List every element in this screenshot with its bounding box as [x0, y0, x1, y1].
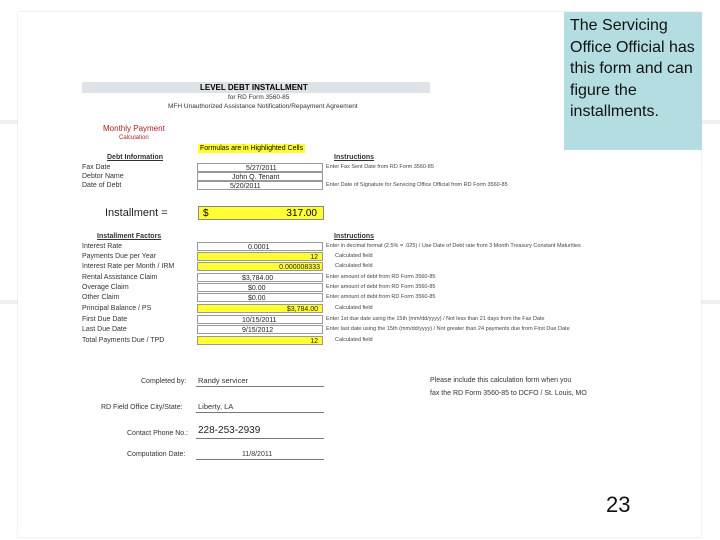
- instr-rental-assistance: Enter amount of debt from RD Form 3560-85: [326, 274, 436, 280]
- interest-rate-field[interactable]: 0.0001: [197, 242, 323, 251]
- completed-by-label: Completed by:: [141, 378, 187, 385]
- phone-underline: [196, 438, 324, 439]
- factors-header: Installment Factors: [97, 233, 162, 240]
- fax-note-line-2: fax the RD Form 3560-85 to DCFO / St. Louis, MO: [430, 390, 587, 397]
- label-interest-rate: Interest Rate: [82, 243, 123, 250]
- interest-per-month-field: 0.000008333: [197, 262, 323, 271]
- instr-other-claim: Enter amount of debt from RD Form 3560-85: [326, 294, 436, 300]
- instr-first-due-date: Enter 1st due date using the 15th (mm/dd/yyyy) / Not less than 21 days from the Fax Date: [326, 316, 545, 322]
- instructions-header-2: Instructions: [334, 233, 375, 240]
- completed-by-value[interactable]: Randy servicer: [198, 376, 249, 385]
- label-overage-claim: Overage Claim: [82, 284, 129, 291]
- instr-principal-balance: Calculated field: [335, 305, 373, 311]
- first-due-date-field[interactable]: 10/15/2011: [197, 315, 323, 324]
- last-due-date-field[interactable]: 9/15/2012: [197, 325, 323, 334]
- fax-date-field[interactable]: 5/27/2011: [197, 163, 323, 172]
- instr-interest-per-month: Calculated field: [335, 263, 373, 269]
- instr-overage-claim: Enter amount of debt from RD Form 3560-85: [326, 284, 436, 290]
- office-label: RD Field Office City/State:: [101, 404, 183, 411]
- label-principal-balance: Principal Balance / PS: [82, 305, 152, 312]
- label-first-due-date: First Due Date: [82, 316, 128, 323]
- formula-note: Formulas are in Highlighted Cells: [200, 145, 304, 152]
- installment-currency: $: [203, 208, 209, 219]
- instr-interest-rate: Enter in decimal format (2.5% = .025) / Use Date of Debt rate from 3 Month Treasury Constant Maturities: [326, 243, 581, 249]
- phone-label: Contact Phone No.:: [127, 430, 189, 437]
- principal-balance-field: $3,784.00: [197, 304, 323, 313]
- form-subtitle: for RD Form 3560-85: [228, 94, 290, 101]
- rental-assistance-field[interactable]: $3,784.00: [197, 273, 323, 282]
- total-payments-field: 12: [197, 336, 323, 345]
- label-debtor-name: Debtor Name: [82, 173, 124, 180]
- label-fax-date: Fax Date: [82, 164, 111, 171]
- calc-title: Monthly Payment: [103, 124, 165, 133]
- installment-label: Installment =: [105, 207, 168, 219]
- comp-date-underline: [196, 459, 324, 460]
- overage-claim-field[interactable]: $0.00: [197, 283, 323, 292]
- comp-date-value[interactable]: 11/8/2011: [242, 451, 273, 458]
- completed-by-underline: [196, 386, 324, 387]
- form-title: LEVEL DEBT INSTALLMENT: [200, 83, 308, 92]
- label-rental-assistance: Rental Assistance Claim: [82, 274, 158, 281]
- debtor-name-field[interactable]: John Q. Tenant: [197, 172, 323, 181]
- phone-value[interactable]: 228-253-2939: [198, 425, 261, 436]
- date-of-debt-field[interactable]: 5/20/2011: [197, 181, 323, 190]
- debt-info-header: Debt Information: [107, 154, 163, 161]
- payments-per-year-field: 12: [197, 252, 323, 261]
- label-payments-per-year: Payments Due per Year: [82, 253, 156, 260]
- office-underline: [196, 412, 324, 413]
- label-date-of-debt: Date of Debt: [82, 182, 122, 189]
- instr-fax-date: Enter Fax Sent Date from RD Form 3560-85: [326, 164, 434, 170]
- instructions-header: Instructions: [334, 154, 375, 161]
- office-value[interactable]: Liberty, LA: [198, 402, 234, 411]
- callout-box: The Servicing Office Official has this form and can figure the installments.: [564, 12, 702, 150]
- fax-note-line-1: Please include this calculation form when you: [430, 377, 572, 384]
- calc-subtitle: Calculation: [119, 135, 149, 141]
- instr-total-payments: Calculated field: [335, 337, 373, 343]
- label-last-due-date: Last Due Date: [82, 326, 127, 333]
- installment-value: 317.00: [286, 208, 317, 219]
- other-claim-field[interactable]: $0.00: [197, 293, 323, 302]
- instr-last-due-date: Enter last date using the 15th (mm/dd/yyyy) / Not greater than 24 payments due from First Due Date: [326, 326, 570, 332]
- form-subtitle-2: MFH Unauthorized Assistance Notification/Repayment Agreement: [168, 103, 358, 110]
- instr-payments-per-year: Calculated field: [335, 253, 373, 259]
- page-number: 23: [606, 492, 631, 517]
- label-other-claim: Other Claim: [82, 294, 120, 301]
- instr-date-of-debt: Enter Date of Signature for Servicing Office Official from RD Form 3560-85: [326, 182, 508, 188]
- label-total-payments: Total Payments Due / TPD: [82, 337, 165, 344]
- comp-date-label: Computation Date:: [127, 451, 186, 458]
- installment-result: [198, 206, 324, 220]
- label-interest-per-month: Interest Rate per Month / IRM: [82, 263, 175, 270]
